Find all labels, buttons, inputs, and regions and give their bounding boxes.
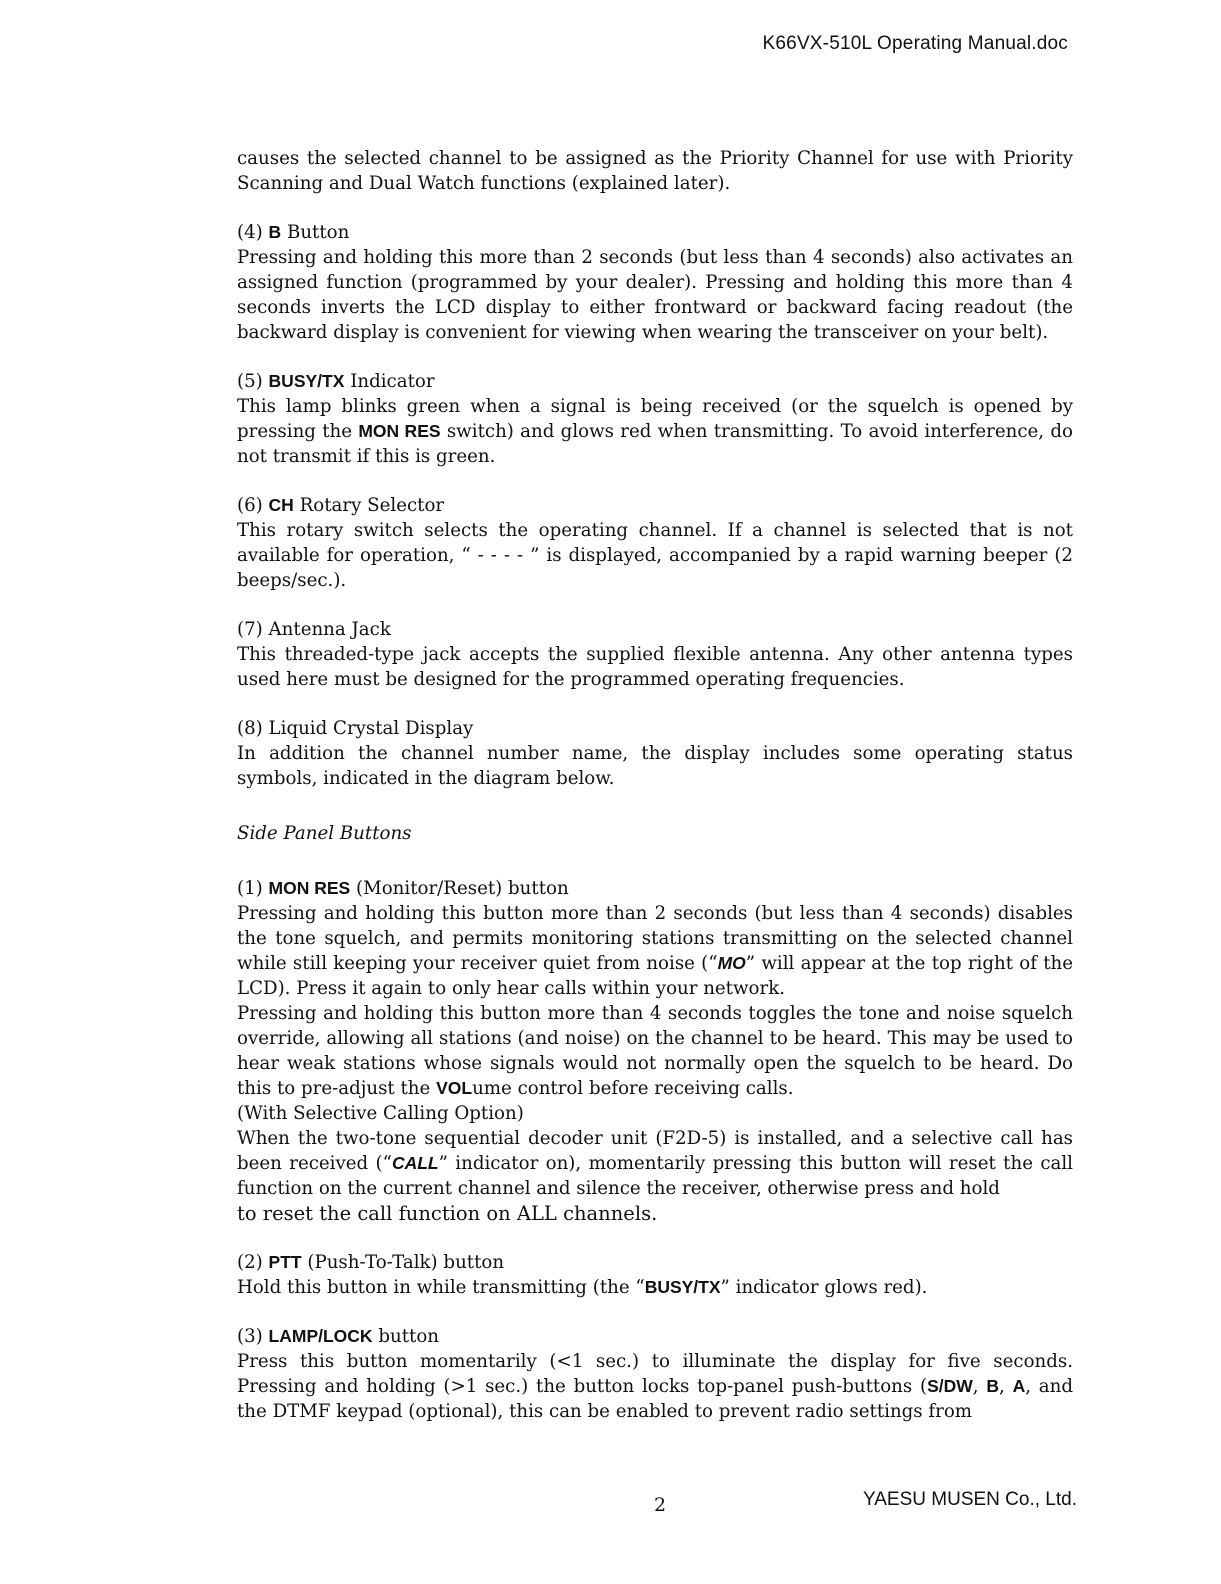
section-text: This rotary switch selects the operating channel. If a channel is selected that is not available for operation, “ - - - - ” is displayed, accompanied by a rapid warning beeper (2 beeps/sec.). — [237, 520, 1073, 591]
key-label: MON RES — [358, 421, 441, 441]
key-label: CALL — [391, 1153, 439, 1173]
section-text: This threaded-type jack accepts the supplied flexible antenna. Any other antenna types used here must be designed for the programmed operating frequencies. — [237, 644, 1073, 690]
intro-paragraph: causes the selected channel to be assigned as the Priority Channel for use with Priority Scanning and Dual Watch functions (explained later). — [237, 148, 1073, 194]
section-text: Hold this button in while transmitting (the “BUSY/TX” indicator glows red). — [237, 1277, 928, 1298]
section-heading: (3) LAMP/LOCK button — [237, 1326, 439, 1347]
section-heading: (4) B Button — [237, 222, 350, 243]
key-label: S/DW — [927, 1376, 973, 1396]
key-label: PTT — [268, 1252, 302, 1272]
key-label: VOL — [436, 1078, 473, 1098]
section-busy-tx-indicator — [237, 369, 1073, 469]
section-heading: (8) Liquid Crystal Display — [237, 718, 474, 739]
section-text: Press this button momentarily (<1 sec.) to illuminate the display for five seconds. Pressing and holding (>1 sec.) the button locks top-panel push-buttons (S/DW, B, A, and the DTMF keypad (optional), this can be enabled to prevent radio settings from — [237, 1351, 1073, 1422]
section-heading: (5) BUSY/TX Indicator — [237, 371, 435, 392]
section-heading: (7) Antenna Jack — [237, 619, 391, 640]
section-ptt-button — [237, 1250, 1073, 1300]
key-label: MO — [717, 953, 746, 973]
section-text: Pressing and holding this more than 2 seconds (but less than 4 seconds) also activates an assigned function (programmed by your dealer). Pressing and holding this more than 4 seconds inverts the LCD display to either frontward or backward facing readout (the backward display is convenient for viewing when wearing the transceiver on your belt). — [237, 247, 1073, 343]
section-liquid-crystal-display — [237, 716, 1073, 791]
key-label: CH — [268, 495, 294, 515]
key-label: BUSY/TX — [644, 1277, 721, 1297]
option-label: (With Selective Calling Option) — [237, 1103, 524, 1124]
section-heading: (6) CH Rotary Selector — [237, 495, 445, 516]
section-text: Pressing and holding this button more than 4 seconds toggles the tone and noise squelch override, allowing all stations (and noise) on the channel to be heard. This may be used to hear weak stations whose signals would not normally open the squelch to be heard. Do this to pre-adjust the VOLume control before receiving calls. — [237, 1003, 1073, 1099]
section-text: When the two-tone sequential decoder unit (F2D-5) is installed, and a selective call has been received (“CALL” indicator on), momentarily pressing this button will reset the call function on the current channel and silence the receiver, otherwise press and hold — [237, 1128, 1073, 1199]
key-label: LAMP/LOCK — [268, 1326, 373, 1346]
key-label: BUSY/TX — [268, 371, 345, 391]
section-text: This lamp blinks green when a signal is being received (or the squelch is opened by pressing the MON RES switch) and glows red when transmitting. To avoid interference, do not transmit if this is green. — [237, 396, 1073, 467]
section-text: In addition the channel number name, the display includes some operating status symbols, indicated in the diagram below. — [237, 743, 1073, 789]
key-label: B — [268, 222, 282, 242]
section-text-last-line: to reset the call function on ALL channels. — [237, 1202, 658, 1225]
key-label: B — [986, 1376, 1000, 1396]
section-b-button — [237, 220, 1073, 345]
document-header: K66VX-510L Operating Manual.doc — [762, 33, 1068, 54]
document-body — [237, 146, 1073, 1424]
section-heading: (2) PTT (Push-To-Talk) button — [237, 1252, 505, 1273]
key-label: A — [1012, 1376, 1026, 1396]
side-panel-subheading-block — [237, 821, 1073, 846]
section-lamp-lock-button — [237, 1324, 1073, 1424]
side-panel-subheading: Side Panel Buttons — [237, 823, 412, 844]
key-label: MON RES — [268, 878, 351, 898]
page-number: 2 — [654, 1494, 667, 1516]
section-heading: (1) MON RES (Monitor/Reset) button — [237, 878, 569, 899]
section-mon-res-button — [237, 876, 1073, 1226]
section-text: Pressing and holding this button more than 2 seconds (but less than 4 seconds) disables the tone squelch, and permits monitoring stations transmitting on the selected channel while still keeping your receiver quiet from noise (“MO” will appear at the top right of the LCD). Press it again to only hear calls within your network. — [237, 903, 1073, 999]
section-ch-rotary-selector — [237, 493, 1073, 593]
section-antenna-jack — [237, 617, 1073, 692]
company-name: YAESU MUSEN Co., Ltd. — [863, 1489, 1077, 1510]
